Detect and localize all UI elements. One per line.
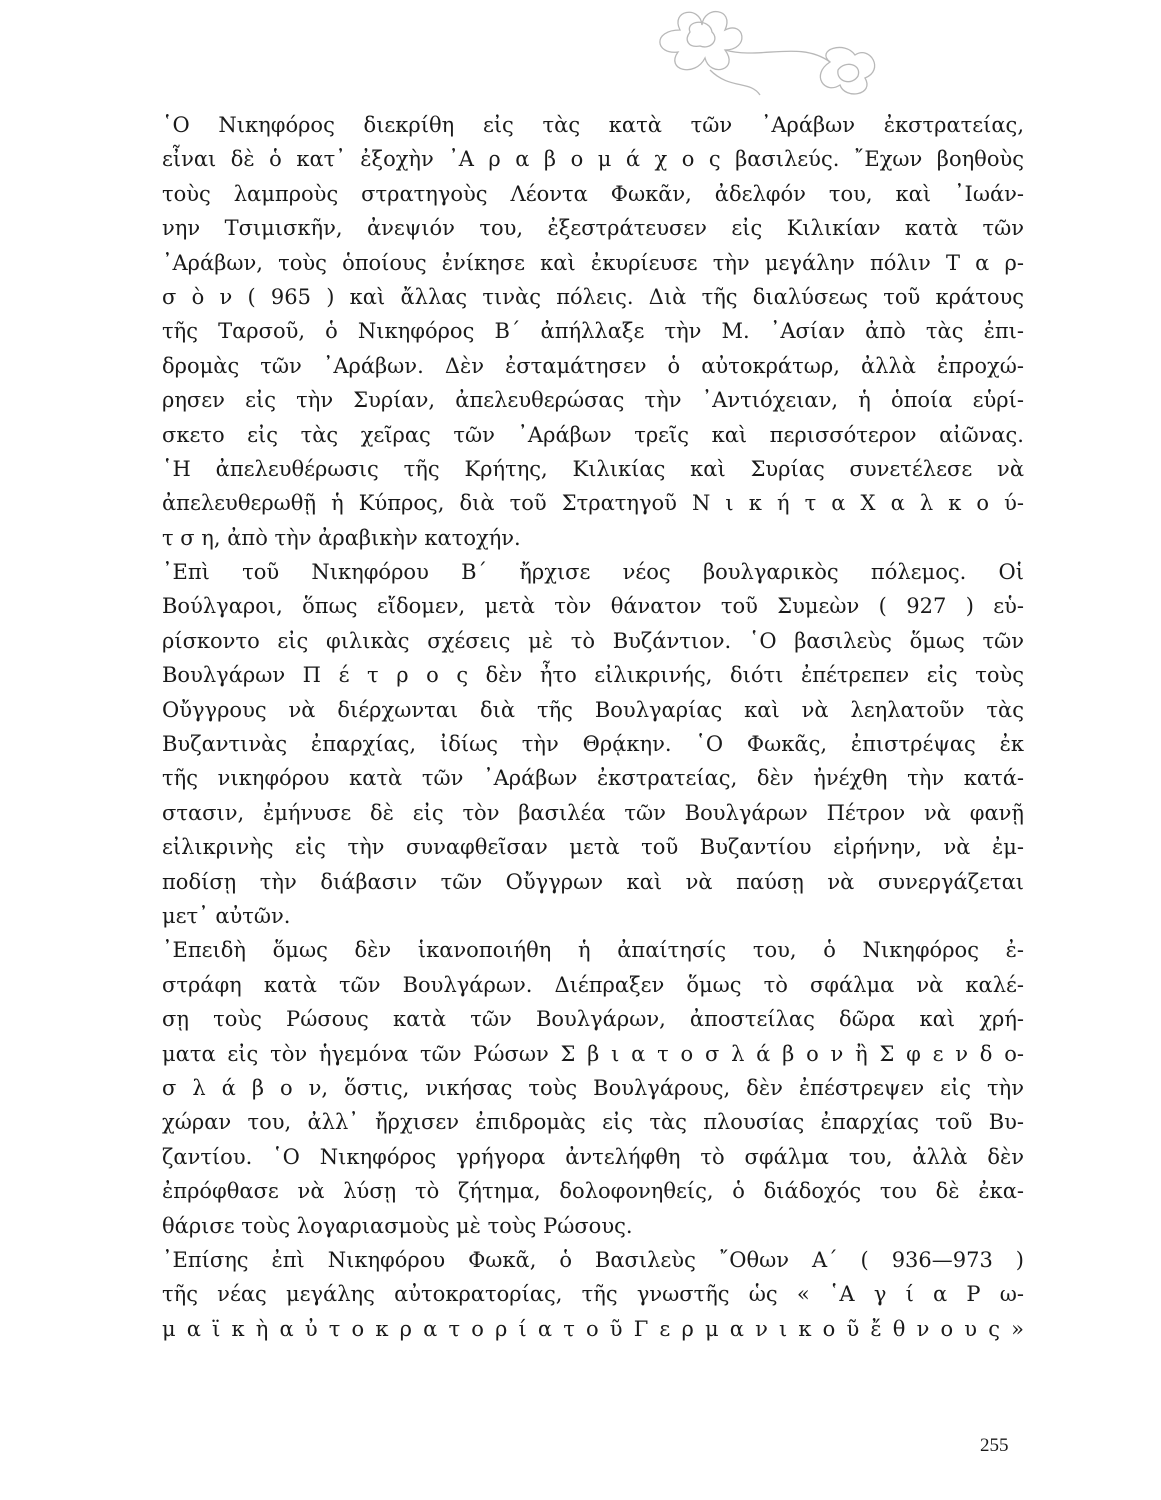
text-line: ἀπελευθερωθῇ ἡ Κύπρος, διὰ τοῦ Στρατηγοῦ Ν ι κ ή τ α Χ α λ κ ο ύ-: [162, 491, 1024, 516]
page-number: 255: [980, 1435, 1009, 1456]
text-line: νην Τσιμισκῆν, ἀνεψιόν του, ἐξεστράτευσεν εἰς Κιλικίαν κατὰ τῶν: [162, 216, 1024, 241]
text-line: μ α ϊ κ ὴ α ὐ τ ο κ ρ α τ ο ρ ί α τ ο ῦ Γ ε ρ μ α ν ι κ ο ῦ ἔ θ ν ο υ ς »: [162, 1316, 1024, 1341]
text-line: ποδίσῃ τὴν διάβασιν τῶν Οὔγγρων καὶ νὰ παύσῃ νὰ συνεργάζεται: [162, 869, 1024, 894]
text-line: τοὺς λαμπροὺς στρατηγοὺς Λέοντα Φωκᾶν, ἀδελφόν του, καὶ ᾿Ιωάν-: [162, 181, 1024, 206]
text-line: δρομὰς τῶν ᾿Αράβων. Δὲν ἐσταμάτησεν ὁ αὐτοκράτωρ, ἀλλὰ ἐπροχώ-: [162, 353, 1024, 378]
text-line: ἐπρόφθασε νὰ λύσῃ τὸ ζήτημα, δολοφονηθείς, ὁ διάδοχός του δὲ ἐκα-: [162, 1179, 1024, 1204]
text-line: ᾿Επίσης ἐπὶ Νικηφόρου Φωκᾶ, ὁ Βασιλεὺς ῎Οθων Α΄ ( 936—973 ): [162, 1247, 1024, 1272]
text-line: σκετο εἰς τὰς χεῖρας τῶν ᾿Αράβων τρεῖς καὶ περισσότερον αἰῶνας.: [162, 422, 1024, 447]
text-line: σ λ ά β ο ν, ὅστις, νικήσας τοὺς Βουλγάρους, δὲν ἐπέστρεψεν εἰς τὴν: [162, 1075, 1024, 1100]
text-line: ζαντίου. ῾Ο Νικηφόρος γρήγορα ἀντελήφθη τὸ σφάλμα του, ἀλλὰ δὲν: [162, 1144, 1024, 1169]
text-line: Βούλγαροι, ὅπως εἴδομεν, μετὰ τὸν θάνατον τοῦ Συμεὼν ( 927 ) εὑ-: [162, 594, 1024, 619]
text-line: μετ᾽ αὐτῶν.: [162, 903, 291, 928]
text-line: σ ὸ ν ( 965 ) καὶ ἄλλας τινὰς πόλεις. Διὰ τῆς διαλύσεως τοῦ κράτους: [162, 284, 1024, 309]
text-line: τ σ η, ἀπὸ τὴν ἀραβικὴν κατοχήν.: [162, 525, 521, 550]
text-line: εἰλικρινὴς εἰς τὴν συναφθεῖσαν μετὰ τοῦ Βυζαντίου εἰρήνην, νὰ ἐμ-: [162, 835, 1024, 860]
text-line: στασιν, ἐμήνυσε δὲ εἰς τὸν βασιλέα τῶν Βουλγάρων Πέτρον νὰ φανῇ: [162, 800, 1024, 825]
pencil-doodle: [640, 0, 920, 110]
text-line: χώραν του, ἀλλ᾽ ἤρχισεν ἐπιδρομὰς εἰς τὰς πλουσίας ἐπαρχίας τοῦ Βυ-: [162, 1110, 1024, 1135]
text-line: εἶναι δὲ ὁ κατ᾽ ἐξοχὴν ᾿Α ρ α β ο μ ά χ ο ς βασιλεύς. ῎Εχων βοηθοὺς: [162, 147, 1024, 172]
text-line: θάρισε τοὺς λογαριασμοὺς μὲ τοὺς Ρώσους.: [162, 1213, 633, 1238]
text-line: ματα εἰς τὸν ἡγεμόνα τῶν Ρώσων Σ β ι α τ ο σ λ ά β ο ν ἢ Σ φ ε ν δ ο-: [162, 1041, 1024, 1066]
text-line: στράφη κατὰ τῶν Βουλγάρων. Διέπραξεν ὅμως τὸ σφάλμα νὰ καλέ-: [162, 972, 1024, 997]
text-line: ρίσκοντο εἰς φιλικὰς σχέσεις μὲ τὸ Βυζάντιον. ῾Ο βασιλεὺς ὅμως τῶν: [162, 628, 1024, 653]
text-line: ρησεν εἰς τὴν Συρίαν, ἀπελευθερώσας τὴν ᾿Αντιόχειαν, ἡ ὁποία εὑρί-: [162, 388, 1024, 413]
text-line: ᾿Επὶ τοῦ Νικηφόρου Β΄ ἤρχισε νέος βουλγαρικὸς πόλεμος. Οἱ: [162, 560, 1024, 585]
text-line: Οὔγγρους νὰ διέρχωνται διὰ τῆς Βουλγαρίας καὶ νὰ λεηλατοῦν τὰς: [162, 697, 1024, 722]
text-line: τῆς Ταρσοῦ, ὁ Νικηφόρος Β΄ ἀπήλλαξε τὴν Μ. ᾿Ασίαν ἀπὸ τὰς ἐπι-: [162, 319, 1024, 344]
text-line: τῆς νικηφόρου κατὰ τῶν ᾿Αράβων ἐκστρατείας, δὲν ἠνέχθη τὴν κατά-: [162, 766, 1024, 791]
page-body-text: [162, 108, 1024, 1346]
text-line: ῾Ο Νικηφόρος διεκρίθη εἰς τὰς κατὰ τῶν ᾿Αράβων ἐκστρατείας,: [162, 113, 1024, 137]
text-line: σῃ τοὺς Ρώσους κατὰ τῶν Βουλγάρων, ἀποστείλας δῶρα καὶ χρή-: [162, 1007, 1024, 1032]
text-line: ῾Η ἀπελευθέρωσις τῆς Κρήτης, Κιλικίας καὶ Συρίας συνετέλεσε νὰ: [162, 456, 1024, 481]
text-line: Βουλγάρων Π έ τ ρ ο ς δὲν ἦτο εἰλικρινής, διότι ἐπέτρεπεν εἰς τοὺς: [162, 663, 1024, 688]
text-line: ᾿Αράβων, τοὺς ὁποίους ἐνίκησε καὶ ἐκυρίευσε τὴν μεγάλην πόλιν Τ α ρ-: [162, 250, 1024, 275]
text-line: ᾿Επειδὴ ὅμως δὲν ἱκανοποιήθη ἡ ἀπαίτησίς του, ὁ Νικηφόρος ἐ-: [162, 938, 1024, 963]
text-line: Βυζαντινὰς ἐπαρχίας, ἰδίως τὴν Θρᾴκην. ῾Ο Φωκᾶς, ἐπιστρέψας ἐκ: [162, 732, 1024, 757]
text-line: τῆς νέας μεγάλης αὐτοκρατορίας, τῆς γνωστῆς ὡς « ῾Α γ ί α Ρ ω-: [162, 1282, 1024, 1307]
